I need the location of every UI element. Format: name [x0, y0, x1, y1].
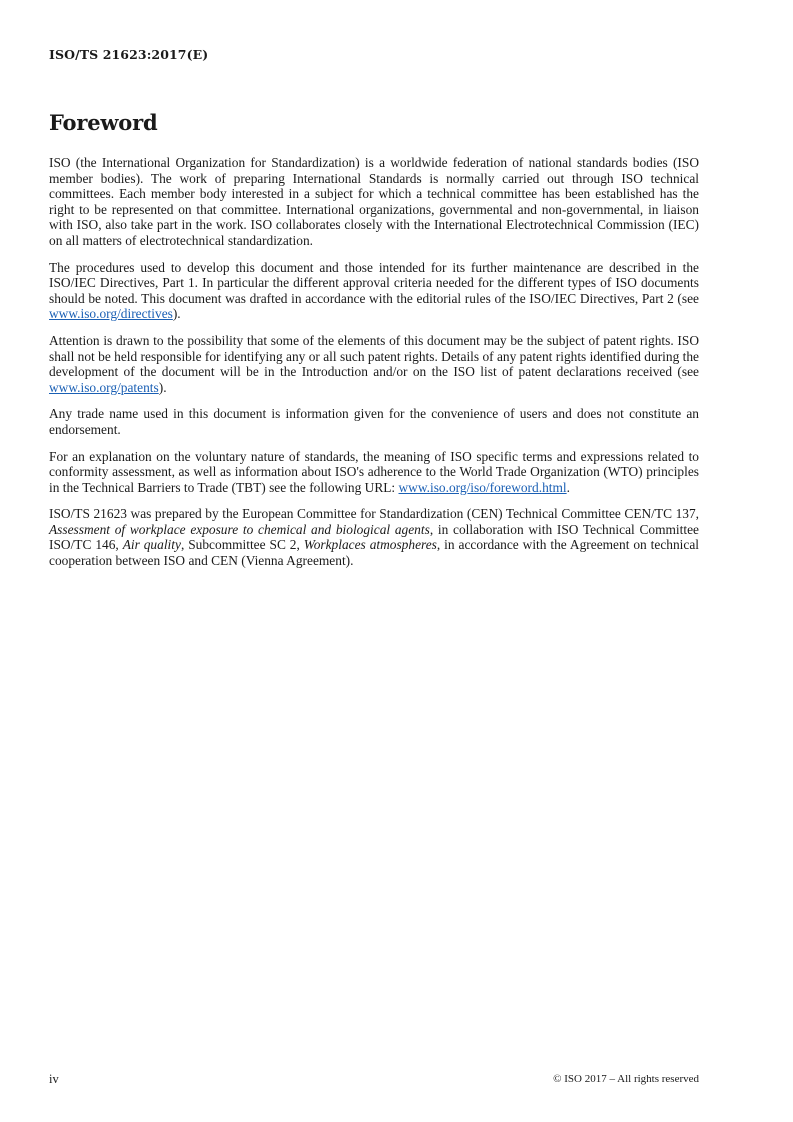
paragraph-text: . [566, 479, 570, 495]
paragraph-patents [49, 333, 699, 395]
paragraph-text: The procedures used to develop this document and those intended for its further maintenance are described in the ISO/IEC Directives, Part 1. In particular the different approval criteria needed for the different types of ISO documents should be noted. This document was drafted in accordance with the editorial rules of the ISO/IEC Directives, Part 2 (see [49, 259, 699, 306]
paragraph-text: , Subcommittee SC 2, [180, 537, 304, 553]
committee-title-italic: Air quality [122, 537, 181, 553]
copyright-notice: © ISO 2017 – All rights reserved [553, 1073, 699, 1085]
document-id: ISO/TS 21623:2017(E) [49, 47, 209, 62]
patents-link[interactable]: www.iso.org/patents [49, 379, 159, 395]
paragraph-text: For an explanation on the voluntary nature of standards, the meaning of ISO specific terms and expressions related to conformity assessment, as well as information about ISO's adherence to the World Trade Organization (WTO) principles in the Technical Barriers to Trade (TBT) see the following URL: [49, 448, 699, 495]
page-title: Foreword [49, 110, 158, 135]
paragraph-text: , in collaboration with ISO Technical Committee ISO/TC 146, [49, 521, 699, 553]
foreword-body [49, 155, 699, 580]
paragraph-text: Attention is drawn to the possibility that some of the elements of this document may be the subject of patent rights. ISO shall not be held responsible for identifying any or all such patent rights. Details of any patent rights identified during the development of the document will be in the Introduction and/or on the ISO list of patent declarations received (see [49, 332, 699, 380]
paragraph-preparation [49, 506, 699, 568]
paragraph-text: ). [158, 379, 167, 395]
paragraph-procedures [49, 260, 699, 322]
paragraph-iso-overview: ISO (the International Organization for Standardization) is a worldwide federation of national standards bodies (ISO member bodies). The work of preparing International Standards is normally carried out through ISO technical committees. Each member body interested in a subject for which a technical committee has been established has the right to be represented on that committee. International organizations, governmental and non-governmental, in liaison with ISO, also take part in the work. ISO collaborates closely with the International Electrotechnical Commission (IEC) on all matters of electrotechnical standardization. [49, 155, 699, 248]
committee-title-italic: Assessment of workplace exposure to chemical and biological agents [49, 521, 430, 537]
foreword-link[interactable]: www.iso.org/iso/foreword.html [398, 479, 567, 495]
paragraph-text: ISO/TS 21623 was prepared by the European Committee for Standardization (CEN) Technical Committee CEN/TC 137, [49, 506, 699, 522]
paragraph-text: , in accordance with the Agreement on technical cooperation between ISO and CEN (Vienna Agreement). [49, 537, 699, 569]
paragraph-voluntary-nature [49, 449, 699, 496]
subcommittee-title-italic: Workplaces atmospheres [303, 537, 437, 553]
paragraph-trade-name: Any trade name used in this document is information given for the convenience of users and does not constitute an endorsement. [49, 406, 699, 437]
directives-link[interactable]: www.iso.org/directives [49, 306, 173, 322]
paragraph-text: ). [172, 306, 181, 322]
page-number: iv [49, 1072, 59, 1086]
